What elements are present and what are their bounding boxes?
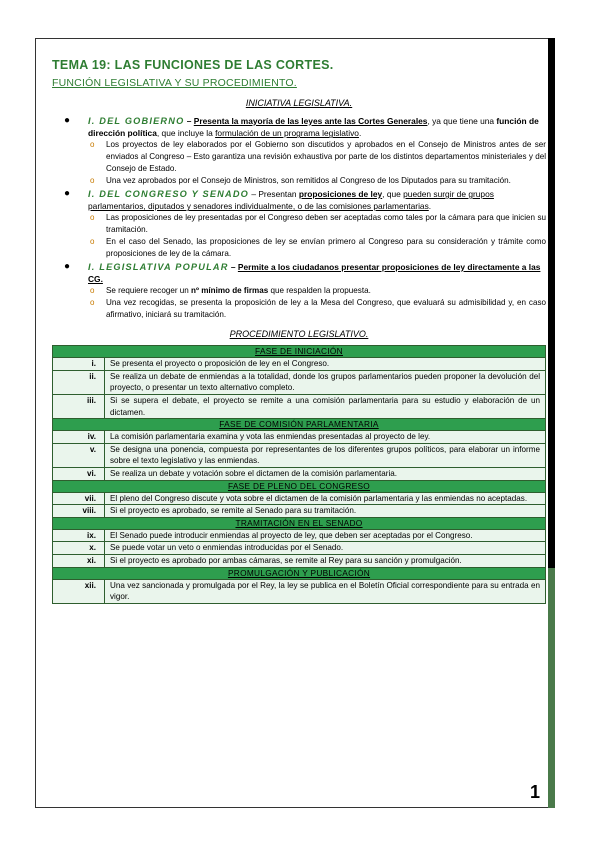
step-text: Se puede votar un veto o enmiendas introducidas por el Senado.	[105, 542, 546, 555]
sub-bullet-icon: o	[90, 237, 95, 247]
sub-list	[88, 139, 546, 187]
side-bar-accent	[548, 568, 555, 808]
sub-bullet-icon: o	[90, 213, 95, 223]
phase-header-row	[53, 346, 546, 358]
table-row	[53, 554, 546, 567]
step-number: iii.	[53, 394, 105, 418]
phase-header-row	[53, 480, 546, 492]
step-text: Si el proyecto es aprobado por ambas cámaras, se remite al Rey para su sanción y promulgación.	[105, 554, 546, 567]
procedure-table	[52, 345, 546, 604]
page-subtitle: FUNCIÓN LEGISLATIVA Y SU PROCEDIMIENTO.	[52, 77, 297, 89]
step-text: Una vez sancionada y promulgada por el Rey, la ley se publica en el Boletín Oficial correspondiente para su entrada en vigor.	[105, 579, 546, 603]
step-text: Si se supera el debate, el proyecto se remite a una comisión parlamentaria para su estudio y elaboración de un dictamen.	[105, 394, 546, 418]
phase-title: PROMULGACIÓN Y PUBLICACIÓN	[53, 567, 546, 579]
phase-title: FASE DE COMISIÓN PARLAMENTARIA	[53, 419, 546, 431]
table-row	[53, 431, 546, 444]
sub-item: o En el caso del Senado, las proposiciones de ley se envían primero al Congreso para su consideración y trámite como proposiciones de ley de la cámara.	[90, 237, 546, 259]
step-text: Se realiza un debate y votación sobre el dictamen de la comisión parlamentaria.	[105, 467, 546, 480]
phase-title: TRAMITACIÓN EN EL SENADO	[53, 517, 546, 529]
step-number: ii.	[53, 370, 105, 394]
side-bar-decoration	[548, 38, 555, 588]
phase-header-row	[53, 567, 546, 579]
section-heading-procedimiento: PROCEDIMIENTO LEGISLATIVO.	[229, 329, 369, 340]
sub-list	[88, 212, 546, 260]
step-text: La comisión parlamentaria examina y vota las enmiendas presentadas al proyecto de ley.	[105, 431, 546, 444]
list-item-popular: ● I. LEGISLATIVA POPULAR – Permite a los ciudadanos presentar proposiciones de ley directamente a las CG. o Se requiere recoger un nº mínimo de firmas que respalden la propuesta. o Una vez recogidas, se presenta la proposición de ley a la Mesa del Congreso, que evaluará su admisibilidad y, en caso afirmativo, iniciará su tramitación.	[64, 261, 546, 320]
sub-item: o Una vez recogidas, se presenta la proposición de ley a la Mesa del Congreso, que evaluará su admisibilidad y, en caso afirmativo, iniciará su tramitación.	[90, 298, 546, 320]
table-row	[53, 358, 546, 371]
step-number: vii.	[53, 492, 105, 505]
item-heading: I. LEGISLATIVA POPULAR	[88, 262, 229, 273]
page-title: TEMA 19: LAS FUNCIONES DE LAS CORTES.	[52, 58, 334, 72]
bullet-icon: ●	[64, 261, 71, 273]
table-row	[53, 505, 546, 518]
sub-bullet-icon: o	[90, 176, 95, 186]
step-text: Si el proyecto es aprobado, se remite al Senado para su tramitación.	[105, 505, 546, 518]
iniciativa-list	[52, 115, 546, 321]
page-number: 1	[530, 782, 541, 802]
step-number: i.	[53, 358, 105, 371]
procedure-table-body	[53, 346, 546, 604]
table-row	[53, 542, 546, 555]
step-number: viii.	[53, 505, 105, 518]
phase-title: FASE DE PLENO DEL CONGRESO	[53, 480, 546, 492]
sub-item: o Una vez aprobados por el Consejo de Ministros, son remitidos al Congreso de los Diputados para su tramitación.	[90, 176, 511, 186]
step-text: El pleno del Congreso discute y vota sobre el dictamen de la comisión parlamentaria y las enmiendas no aceptadas.	[105, 492, 546, 505]
phase-title: FASE DE INICIACIÓN	[53, 346, 546, 358]
list-item-gobierno: ● I. DEL GOBIERNO – Presenta la mayoría de las leyes ante las Cortes Generales, ya que tiene una función de dirección política, que incluye la formulación de un programa legislativo. o Los proyectos de ley elaborados por el Gobierno son discutidos y aprobados en el Consejo de Ministros antes de ser enviados al Congreso – Esto garantiza una revisión exhaustiva por parte de los distintos departamentos ministeriales y del Consejo de Estado. o Una vez aprobados por el Consejo de Ministros, son remitidos al Congreso de los Diputados para su tramitación.	[64, 115, 546, 186]
sub-item: o Se requiere recoger un nº mínimo de firmas que respalden la propuesta.	[90, 286, 371, 296]
table-row	[53, 443, 546, 467]
phase-header-row	[53, 419, 546, 431]
step-number: iv.	[53, 431, 105, 444]
sub-item: o Los proyectos de ley elaborados por el Gobierno son discutidos y aprobados en el Consejo de Ministros antes de ser enviados al Congreso – Esto garantiza una revisión exhaustiva por parte de los distintos departamentos ministeriales y del Consejo de Estado.	[90, 140, 546, 174]
item-heading: I. DEL CONGRESO Y SENADO	[88, 189, 250, 200]
table-row	[53, 467, 546, 480]
step-number: x.	[53, 542, 105, 555]
step-text: Se presenta el proyecto o proposición de ley en el Congreso.	[105, 358, 546, 371]
step-number: vi.	[53, 467, 105, 480]
step-number: xi.	[53, 554, 105, 567]
sub-bullet-icon: o	[90, 140, 95, 150]
sub-bullet-icon: o	[90, 286, 95, 296]
step-number: ix.	[53, 529, 105, 542]
step-text: Se realiza un debate de enmiendas a la totalidad, donde los grupos parlamentarios pueden proponer la devolución del proyecto, o presentar un texto alternativo completo.	[105, 370, 546, 394]
section-heading-iniciativa: INICIATIVA LEGISLATIVA.	[245, 98, 353, 108]
item-heading: I. DEL GOBIERNO	[88, 116, 185, 126]
table-row	[53, 492, 546, 505]
table-row	[53, 394, 546, 418]
table-row	[53, 370, 546, 394]
sub-list	[88, 285, 546, 321]
list-item-congreso-senado: ● I. DEL CONGRESO Y SENADO – Presentan proposiciones de ley, que pueden surgir de grupos parlamentarios, diputados y senadores individualmente, o de las comisiones parlamentarias. o Las proposiciones de ley presentadas por el Congreso deben ser aceptadas como tales por la cámara para que inicien su tramitación. o En el caso del Senado, las proposiciones de ley se envían primero al Congreso para su consideración y trámite como proposiciones de ley de la cámara.	[64, 188, 546, 259]
step-text: Se designa una ponencia, compuesta por representantes de los diferentes grupos políticos, para elaborar un informe sobre el texto legislativo y las enmiendas.	[105, 443, 546, 467]
bullet-icon: ●	[64, 188, 71, 200]
step-number: v.	[53, 443, 105, 467]
step-number: xii.	[53, 579, 105, 603]
bullet-icon: ●	[64, 115, 71, 126]
sub-bullet-icon: o	[90, 298, 95, 308]
step-text: El Senado puede introducir enmiendas al proyecto de ley, que deben ser aceptadas por el Congreso.	[105, 529, 546, 542]
table-row	[53, 579, 546, 603]
sub-item: o Las proposiciones de ley presentadas por el Congreso deben ser aceptadas como tales por la cámara para que inicien su tramitación.	[90, 213, 546, 235]
phase-header-row	[53, 517, 546, 529]
table-row	[53, 529, 546, 542]
document-content	[52, 58, 546, 604]
